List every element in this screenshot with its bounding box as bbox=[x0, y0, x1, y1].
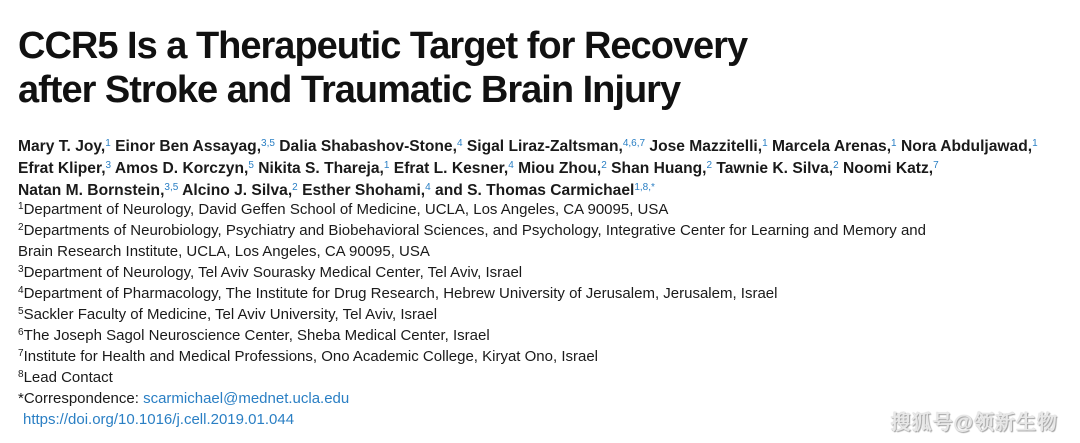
author-affiliation-sup[interactable]: 4,6,7 bbox=[622, 138, 646, 149]
author-affiliation-sup[interactable]: 2 bbox=[833, 160, 839, 171]
author-name bbox=[258, 160, 389, 177]
affiliation-text: Sackler Faculty of Medicine, Tel Aviv University, Tel Aviv, Israel bbox=[23, 306, 438, 323]
correspondence-email-link[interactable]: scarmichael@mednet.ucla.edu bbox=[143, 390, 350, 407]
author-name bbox=[182, 182, 298, 199]
author-name-text: Sigal Liraz-Zaltsman, bbox=[466, 138, 623, 155]
affiliation-text: Brain Research Institute, UCLA, Los Angeles, CA 90095, USA bbox=[18, 243, 430, 260]
author-name bbox=[394, 160, 514, 177]
author-name-text: Efrat L. Kesner, bbox=[393, 160, 509, 177]
author-name-text: Tawnie K. Silva, bbox=[716, 160, 834, 177]
affiliation-line bbox=[18, 304, 1078, 325]
affiliation-number: 7 bbox=[18, 348, 24, 359]
affiliation-text: Lead Contact bbox=[23, 369, 113, 386]
affiliation-number: 4 bbox=[18, 285, 24, 296]
author-name bbox=[772, 138, 897, 155]
author-name bbox=[115, 138, 275, 155]
author-affiliation-sup[interactable]: 1 bbox=[383, 160, 390, 171]
author-affiliation-sup[interactable]: 1 bbox=[1032, 138, 1038, 149]
author-name-text: Noomi Katz, bbox=[842, 160, 934, 177]
author-name-text: Efrat Kliper, bbox=[18, 160, 106, 177]
author-name bbox=[518, 160, 607, 177]
author-name-text: Jose Mazzitelli, bbox=[649, 138, 763, 155]
author-name bbox=[279, 138, 462, 155]
author-name-text: Nora Abduljawad, bbox=[900, 138, 1033, 155]
affiliation-line bbox=[18, 241, 1078, 262]
affiliation-line bbox=[18, 262, 1078, 283]
doi-link[interactable]: https://doi.org/10.1016/j.cell.2019.01.044 bbox=[23, 411, 295, 428]
author-name-text: Dalia Shabashov-Stone, bbox=[279, 138, 457, 155]
author-name bbox=[611, 160, 712, 177]
title-line-2: after Stroke and Traumatic Brain Injury bbox=[18, 69, 681, 111]
author-name-text: Esther Shohami, bbox=[302, 182, 426, 199]
author-name bbox=[843, 160, 939, 177]
author-affiliation-sup[interactable]: 5 bbox=[248, 160, 254, 171]
correspondence-label: *Correspondence: bbox=[18, 390, 144, 407]
paper-title bbox=[18, 24, 1068, 112]
author-affiliation-sup[interactable]: 7 bbox=[933, 160, 939, 171]
watermark: 搜狐号@领新生物 bbox=[890, 412, 1058, 434]
affiliation-line bbox=[18, 346, 1078, 367]
author-name bbox=[467, 138, 645, 155]
author-name-text: Mary T. Joy, bbox=[18, 138, 106, 155]
author-affiliation-sup[interactable]: 2 bbox=[292, 182, 298, 193]
affiliation-number: 8 bbox=[18, 369, 24, 380]
affiliation-line bbox=[18, 220, 1078, 241]
author-affiliation-sup[interactable]: 1,8,* bbox=[634, 182, 655, 193]
author-name bbox=[901, 138, 1038, 155]
title-line-1: CCR5 Is a Therapeutic Target for Recovery bbox=[18, 25, 748, 67]
author-name-text: Miou Zhou, bbox=[518, 160, 602, 177]
author-name-text: Natan M. Bornstein, bbox=[18, 182, 165, 199]
author-affiliation-sup[interactable]: 2 bbox=[601, 160, 607, 171]
author-affiliation-sup[interactable]: 1 bbox=[762, 138, 768, 149]
author-affiliation-sup[interactable]: 3,5 bbox=[261, 138, 275, 149]
affiliation-line bbox=[18, 283, 1078, 304]
author-name bbox=[18, 182, 178, 199]
affiliation-text: Institute for Health and Medical Professions, Ono Academic College, Kiryat Ono, Israel bbox=[23, 348, 599, 365]
author-name-text: Einor Ben Assayag, bbox=[115, 138, 262, 155]
author-name-text: Marcela Arenas, bbox=[772, 138, 892, 155]
affiliation-list bbox=[18, 199, 1078, 430]
author-affiliation-sup[interactable]: 4 bbox=[508, 160, 514, 171]
author-list bbox=[18, 136, 1078, 202]
author-name bbox=[302, 182, 431, 199]
affiliation-number: 6 bbox=[18, 327, 24, 338]
affiliation-text: Departments of Neurobiology, Psychiatry and Biobehavioral Sciences, and Psychology, Integrative Center for Learning and Memory and bbox=[23, 222, 926, 239]
author-name bbox=[115, 160, 254, 177]
author-affiliation-sup[interactable]: 4 bbox=[456, 138, 463, 149]
author-affiliation-sup[interactable]: 1 bbox=[105, 138, 111, 149]
author-affiliation-sup[interactable]: 1 bbox=[891, 138, 897, 149]
affiliation-number: 1 bbox=[18, 201, 24, 212]
affiliation-line bbox=[18, 325, 1078, 346]
author-affiliation-sup[interactable]: 3,5 bbox=[164, 182, 179, 193]
author-name bbox=[18, 138, 111, 155]
author-affiliation-sup[interactable]: 3 bbox=[105, 160, 112, 171]
author-affiliation-sup[interactable]: 2 bbox=[706, 160, 713, 171]
author-name-text: Amos D. Korczyn, bbox=[114, 160, 249, 177]
affiliation-line bbox=[18, 199, 1078, 220]
affiliation-text: The Joseph Sagol Neuroscience Center, Sheba Medical Center, Israel bbox=[23, 327, 490, 344]
affiliation-number: 2 bbox=[18, 222, 24, 233]
affiliation-text: Department of Neurology, David Geffen School of Medicine, UCLA, Los Angeles, CA 90095, USA bbox=[23, 201, 669, 218]
affiliation-text: Department of Pharmacology, The Institute for Drug Research, Hebrew University of Jerusalem, Jerusalem, Israel bbox=[23, 285, 778, 302]
author-name-text: Shan Huang, bbox=[611, 160, 707, 177]
author-name bbox=[716, 160, 838, 177]
author-name bbox=[649, 138, 767, 155]
author-name bbox=[435, 182, 655, 199]
affiliation-number: 3 bbox=[18, 264, 24, 275]
author-affiliation-sup[interactable]: 4 bbox=[425, 182, 431, 193]
author-name-text: Nikita S. Thareja, bbox=[258, 160, 384, 177]
author-name bbox=[18, 160, 111, 177]
affiliation-text: Department of Neurology, Tel Aviv Sourasky Medical Center, Tel Aviv, Israel bbox=[23, 264, 523, 281]
affiliation-number: 5 bbox=[18, 306, 24, 317]
author-name-text: Alcino J. Silva, bbox=[182, 182, 293, 199]
author-name-text: and S. Thomas Carmichael bbox=[435, 182, 635, 199]
affiliation-line bbox=[18, 367, 1078, 388]
